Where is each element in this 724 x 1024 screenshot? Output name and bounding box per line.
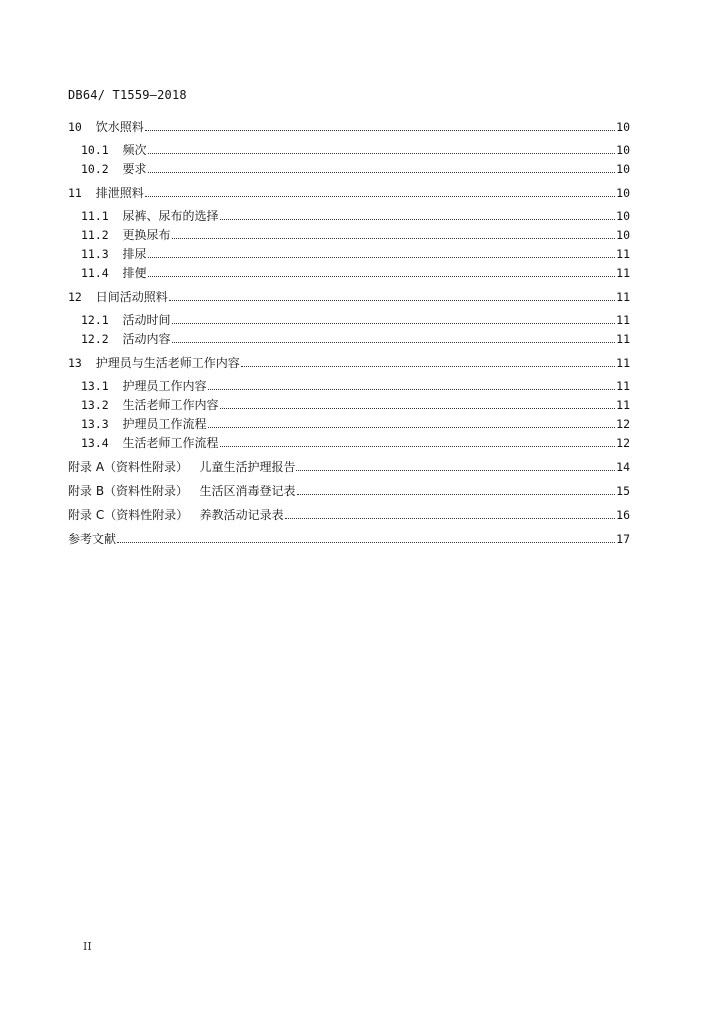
toc-entry-number: 11 bbox=[68, 186, 96, 200]
toc-entry-title: 附录 A（资料性附录） 儿童生活护理报告 bbox=[68, 460, 296, 474]
toc-entry-page: 10 bbox=[616, 120, 630, 134]
toc-dot-leader bbox=[145, 195, 615, 197]
toc-entry[interactable] bbox=[68, 328, 630, 346]
toc-entry[interactable] bbox=[68, 158, 630, 176]
toc-entry-title: 要求 bbox=[122, 162, 147, 176]
toc-entry-title: 活动内容 bbox=[122, 332, 171, 346]
toc-entry-title: 生活老师工作流程 bbox=[122, 436, 219, 450]
toc-entry-page: 10 bbox=[616, 162, 630, 176]
toc-entry[interactable] bbox=[68, 432, 630, 450]
toc-dot-leader bbox=[220, 218, 616, 220]
toc-entry-page: 10 bbox=[616, 228, 630, 242]
toc-entry-title: 排泄照料 bbox=[95, 186, 144, 200]
toc-entry-title: 生活老师工作内容 bbox=[122, 398, 219, 412]
toc-entry-page: 11 bbox=[616, 332, 630, 346]
toc-entry[interactable] bbox=[68, 116, 630, 134]
toc-entry-title: 护理员工作流程 bbox=[122, 417, 207, 431]
toc-dot-leader bbox=[296, 469, 615, 471]
toc-entry[interactable] bbox=[68, 205, 630, 223]
document-id-header: DB64/ T1559—2018 bbox=[68, 88, 187, 102]
toc-entry-title: 护理员与生活老师工作内容 bbox=[95, 356, 240, 370]
toc-entry-page: 11 bbox=[616, 313, 630, 327]
toc-entry-number: 11.3 bbox=[81, 247, 123, 261]
toc-entry-title: 排尿 bbox=[122, 247, 147, 261]
toc-entry-title: 附录 B（资料性附录） 生活区消毒登记表 bbox=[68, 484, 296, 498]
toc-entry-number: 10 bbox=[68, 120, 96, 134]
toc-entry-number: 10.1 bbox=[81, 143, 123, 157]
toc-dot-leader bbox=[220, 445, 616, 447]
toc-entry-page: 12 bbox=[616, 417, 630, 431]
toc-entry-page: 17 bbox=[616, 532, 630, 546]
toc-dot-leader bbox=[172, 322, 616, 324]
toc-dot-leader bbox=[148, 171, 616, 173]
toc-entry-number: 11.2 bbox=[81, 228, 123, 242]
toc-entry-page: 10 bbox=[616, 186, 630, 200]
toc-entry-title: 频次 bbox=[122, 143, 147, 157]
toc-entry-number: 12.2 bbox=[81, 332, 123, 346]
toc-entry-title: 排便 bbox=[122, 266, 147, 280]
toc-entry-number: 13.1 bbox=[81, 379, 123, 393]
toc-dot-leader bbox=[145, 129, 615, 131]
toc-dot-leader bbox=[220, 407, 616, 409]
toc-entry[interactable] bbox=[68, 182, 630, 200]
toc-dot-leader bbox=[208, 388, 616, 390]
toc-entry-page: 16 bbox=[616, 508, 630, 522]
toc-entry-title: 参考文献 bbox=[68, 532, 117, 546]
toc-entry-title: 日间活动照料 bbox=[95, 290, 168, 304]
toc-entry-title: 附录 C（资料性附录） 养教活动记录表 bbox=[68, 508, 284, 522]
toc-entry[interactable] bbox=[68, 262, 630, 280]
toc-dot-leader bbox=[297, 493, 616, 495]
toc-entry-title: 护理员工作内容 bbox=[122, 379, 207, 393]
toc-entry[interactable] bbox=[68, 352, 630, 370]
toc-entry-number: 11.4 bbox=[81, 266, 123, 280]
toc-entry-number: 11.1 bbox=[81, 209, 123, 223]
toc-entry[interactable] bbox=[68, 139, 630, 157]
toc-entry[interactable] bbox=[68, 309, 630, 327]
toc-dot-leader bbox=[148, 152, 616, 154]
toc-entry-page: 11 bbox=[616, 379, 630, 393]
toc-entry-page: 14 bbox=[616, 460, 630, 474]
toc-entry-page: 11 bbox=[616, 247, 630, 261]
toc-entry-number: 13.3 bbox=[81, 417, 123, 431]
toc-entry-page: 11 bbox=[616, 398, 630, 412]
page-number-footer: II bbox=[83, 940, 92, 953]
toc-entry[interactable] bbox=[68, 375, 630, 393]
toc-entry[interactable] bbox=[68, 243, 630, 261]
toc-entry[interactable] bbox=[68, 480, 630, 498]
toc-entry-page: 15 bbox=[616, 484, 630, 498]
toc-entry-page: 11 bbox=[616, 266, 630, 280]
toc-entry[interactable] bbox=[68, 528, 630, 546]
toc-entry[interactable] bbox=[68, 413, 630, 431]
toc-dot-leader bbox=[172, 237, 616, 239]
toc-dot-leader bbox=[117, 541, 615, 543]
toc-entry-page: 10 bbox=[616, 143, 630, 157]
toc-entry-title: 饮水照料 bbox=[95, 120, 144, 134]
toc-entry-page: 11 bbox=[616, 356, 630, 370]
toc-entry-number: 13 bbox=[68, 356, 96, 370]
toc-entry-page: 12 bbox=[616, 436, 630, 450]
toc-dot-leader bbox=[208, 426, 616, 428]
toc-dot-leader bbox=[285, 517, 616, 519]
toc-dot-leader bbox=[169, 299, 615, 301]
toc-dot-leader bbox=[148, 275, 616, 277]
toc-entry-number: 13.4 bbox=[81, 436, 123, 450]
toc-entry-title: 尿裤、尿布的选择 bbox=[122, 209, 219, 223]
toc-entry[interactable] bbox=[68, 224, 630, 242]
toc-entry-number: 13.2 bbox=[81, 398, 123, 412]
toc-entry[interactable] bbox=[68, 286, 630, 304]
toc-entry-number: 12.1 bbox=[81, 313, 123, 327]
toc-entry-title: 更换尿布 bbox=[122, 228, 171, 242]
toc-dot-leader bbox=[241, 365, 615, 367]
toc-dot-leader bbox=[172, 341, 616, 343]
toc-entry[interactable] bbox=[68, 456, 630, 474]
toc-dot-leader bbox=[148, 256, 616, 258]
toc-entry[interactable] bbox=[68, 394, 630, 412]
toc-entry-number: 10.2 bbox=[81, 162, 123, 176]
toc-entry[interactable] bbox=[68, 504, 630, 522]
toc-entry-title: 活动时间 bbox=[122, 313, 171, 327]
toc-entry-page: 10 bbox=[616, 209, 630, 223]
toc-entry-number: 12 bbox=[68, 290, 96, 304]
toc-entry-page: 11 bbox=[616, 290, 630, 304]
